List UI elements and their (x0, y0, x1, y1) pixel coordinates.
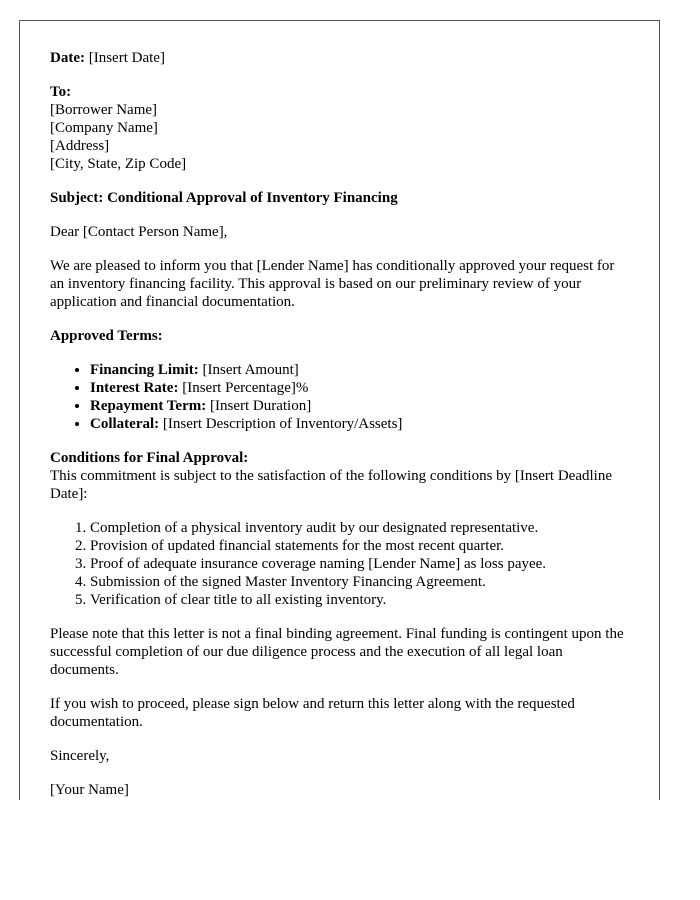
recipient-company-name: [Company Name] (50, 120, 158, 136)
term-label: Financing Limit: (90, 362, 199, 378)
recipient-city-state-zip: [City, State, Zip Code] (50, 156, 187, 172)
term-value: [Insert Duration] (206, 398, 312, 414)
conditions-list (50, 519, 629, 609)
date-label: Date: (50, 50, 85, 66)
conditions-intro: This commitment is subject to the satisfaction of the following conditions by [Insert Deadline Date]: (50, 468, 612, 502)
list-item: 1. Completion of a physical inventory audit by our designated representative. (90, 519, 629, 537)
list-item: 2. Provision of updated financial statements for the most recent quarter. (90, 537, 629, 555)
approved-terms-heading: Approved Terms: (50, 328, 163, 344)
list-item (90, 415, 629, 433)
conditions-block (50, 449, 629, 503)
list-item (90, 397, 629, 415)
intro-paragraph: We are pleased to inform you that [Lender Name] has conditionally approved your request for an inventory financing facility. This approval is based on our preliminary review of your application and financial documentation. (50, 258, 615, 310)
subject-line: Subject: Conditional Approval of Inventory Financing (50, 190, 398, 206)
proceed-paragraph: If you wish to proceed, please sign below and return this letter along with the requested documentation. (50, 696, 575, 730)
recipient-block (50, 83, 629, 173)
term-label: Interest Rate: (90, 380, 179, 396)
term-label: Collateral: (90, 416, 160, 432)
list-item (90, 361, 629, 379)
date-value: [Insert Date] (84, 50, 165, 66)
conditions-heading: Conditions for Final Approval: (50, 450, 249, 466)
list-item (90, 379, 629, 397)
term-value: [Insert Percentage]% (178, 380, 309, 396)
approved-terms-list (50, 361, 629, 433)
closing: Sincerely, (50, 748, 110, 764)
signature-name: [Your Name] (50, 782, 129, 798)
list-item: 5. Verification of clear title to all existing inventory. (90, 591, 629, 609)
recipient-borrower-name: [Borrower Name] (50, 102, 158, 118)
list-item: 4. Submission of the signed Master Inventory Financing Agreement. (90, 573, 629, 591)
recipient-address: [Address] (50, 138, 110, 154)
to-label: To: (50, 84, 72, 100)
date-line (50, 49, 629, 67)
term-value: [Insert Amount] (198, 362, 299, 378)
term-value: [Insert Description of Inventory/Assets] (159, 416, 403, 432)
list-item: 3. Proof of adequate insurance coverage naming [Lender Name] as loss payee. (90, 555, 629, 573)
salutation: Dear [Contact Person Name], (50, 224, 228, 240)
letter-page (19, 20, 660, 800)
note-paragraph: Please note that this letter is not a final binding agreement. Final funding is contingent upon the successful completion of our due diligence process and the execution of all legal loan documents. (50, 626, 624, 678)
term-label: Repayment Term: (90, 398, 207, 414)
